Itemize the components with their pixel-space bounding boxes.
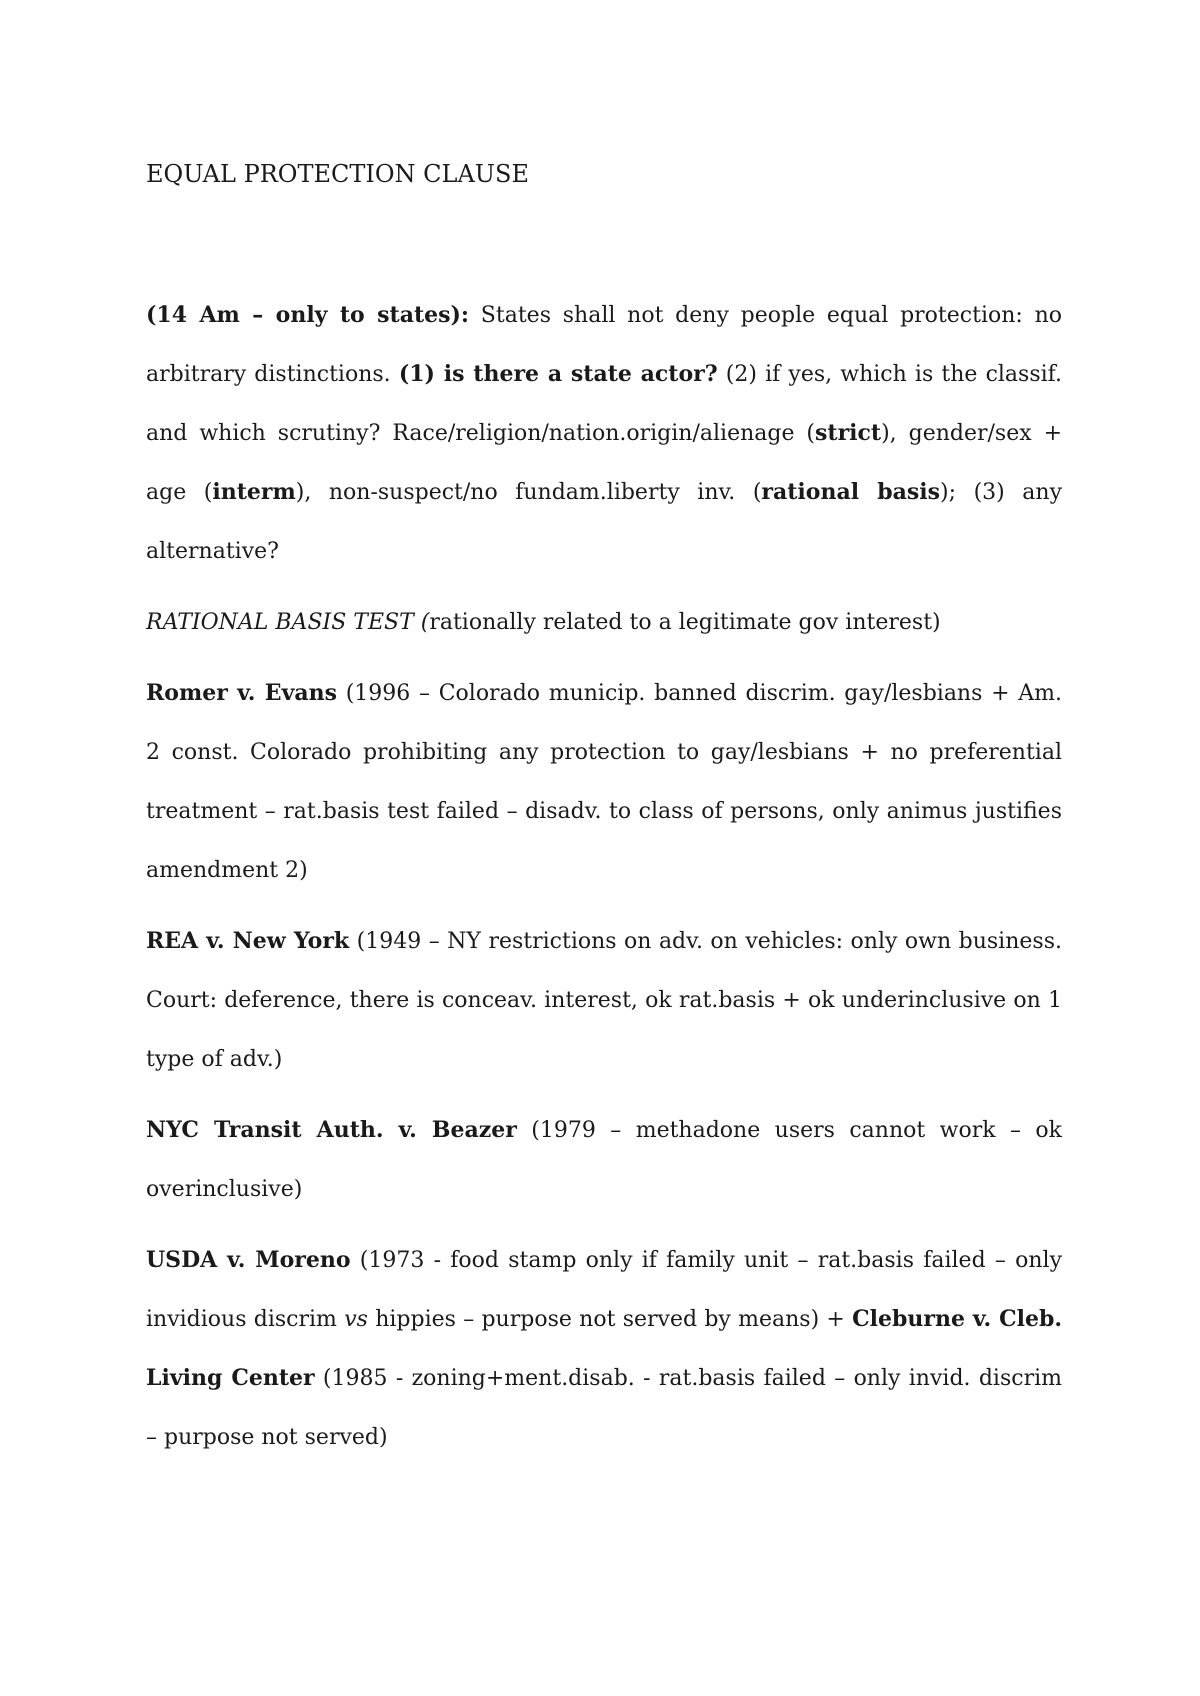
intro-text-5: ); (3) any alternative?: [146, 480, 1062, 564]
intro-text-4: ), non-suspect/no fundam.liberty inv. (: [295, 480, 762, 505]
case-romer-name: Romer v. Evans: [146, 680, 337, 706]
case-nyc-name: NYC Transit Auth. v. Beazer: [146, 1117, 517, 1143]
case-romer-text: (1996 – Colorado municip. banned discrim. gay/lesbians + Am. 2 const. Colorado prohibiting any protection to gay/lesbians + no preferential treatment – rat.basis test failed – disadv. to class of persons, only animus justifies amendment 2): [146, 681, 1062, 883]
intro-bold-interm: interm: [212, 479, 296, 505]
case-cleburne-text: (1985 - zoning+ment.disab. - rat.basis failed – only invid. discrim – purpose not served): [146, 1366, 1062, 1450]
case-usda-text-2: hippies – purpose not served by means) +: [367, 1307, 853, 1332]
document-title: EQUAL PROTECTION CLAUSE: [146, 160, 529, 188]
intro-text-1: States shall not deny people equal protection: no arbitrary distinctions.: [146, 303, 1062, 387]
intro-text-2: (2) if yes, which is the classif. and which scrutiny? Race/religion/nation.origin/alienage (: [146, 362, 1063, 446]
case-usda-vs: vs: [344, 1307, 368, 1332]
case-usda-text-1: (1973 - food stamp only if family unit – rat.basis failed – only invidious discrim: [146, 1248, 1063, 1332]
intro-text-3: ), gender/sex + age (: [146, 421, 1063, 505]
document-page: [146, 150, 1062, 1479]
intro-bold-2: (1) is there a state actor?: [398, 361, 718, 387]
case-romer: [146, 664, 1062, 900]
intro-bold-rational: rational basis: [761, 479, 941, 505]
rational-basis-italic: RATIONAL BASIS TEST (: [146, 610, 430, 635]
case-nyc: [146, 1101, 1062, 1219]
case-rea-name: REA v. New York: [146, 928, 350, 954]
case-cleburne-name: Cleburne v. Cleb. Living Center: [146, 1306, 1063, 1391]
rational-basis-heading: [146, 593, 1062, 652]
case-usda-name: USDA v. Moreno: [146, 1247, 351, 1273]
case-rea-text: (1949 – NY restrictions on adv. on vehicles: only own business. Court: deference, there is conceav. interest, ok rat.basis + ok underinclusive on 1 type of adv.): [146, 929, 1062, 1072]
case-nyc-text: (1979 – methadone users cannot work – ok overinclusive): [146, 1118, 1062, 1202]
intro-paragraph: [146, 286, 1062, 581]
intro-bold-strict: strict: [815, 420, 882, 446]
rational-basis-rest: rationally related to a legitimate gov interest): [429, 610, 941, 635]
case-usda: [146, 1231, 1062, 1467]
intro-bold-1: (14 Am – only to states):: [146, 302, 470, 328]
case-rea: [146, 912, 1062, 1089]
